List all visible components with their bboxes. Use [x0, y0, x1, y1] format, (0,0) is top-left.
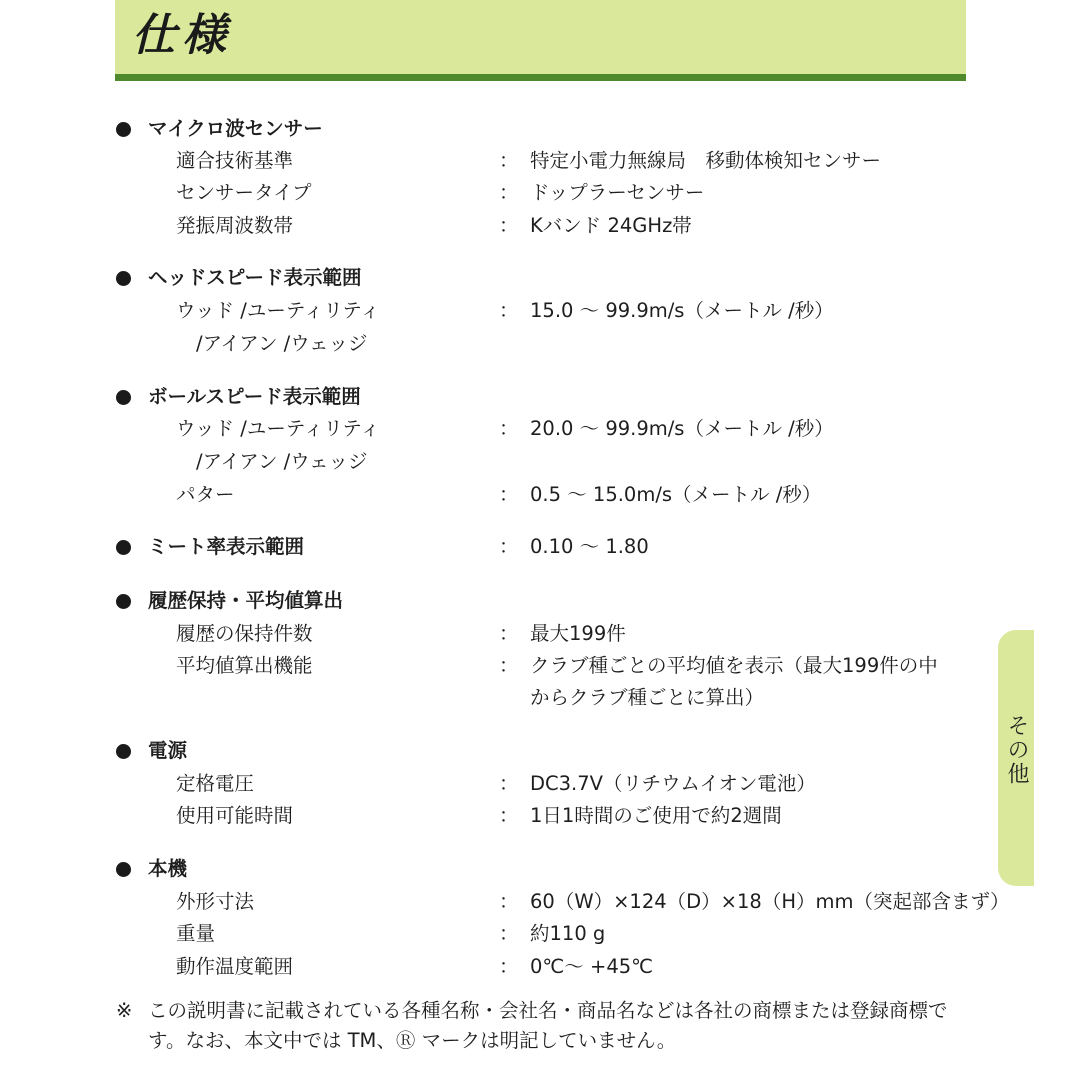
spec-row: [0, 176, 1000, 210]
side-tab[interactable]: [998, 630, 1034, 886]
colon: ：: [499, 417, 519, 440]
section-meet-rate: [0, 530, 1000, 564]
section-title: 本機: [148, 857, 188, 880]
spec-row-continuation: [0, 681, 1000, 715]
colon: ：: [499, 535, 519, 558]
spec-row-continuation: [0, 327, 1000, 361]
section-unit: [0, 852, 1000, 886]
colon: ：: [499, 654, 519, 677]
section-title: 履歴保持・平均値算出: [148, 589, 344, 612]
bullet-icon: [116, 271, 131, 286]
colon: ：: [499, 922, 519, 945]
spec-label: ウッド /ユーティリティ: [176, 299, 380, 322]
spec-value: 20.0 ～ 99.9m/s（メートル /秒）: [530, 417, 834, 440]
colon: ：: [499, 483, 519, 506]
spec-value: 60（W）×124（D）×18（H）mm（突起部含まず）: [530, 890, 1010, 913]
spec-label: 外形寸法: [176, 890, 255, 913]
spec-row: [0, 917, 1000, 951]
spec-value-continuation: からクラブ種ごとに算出）: [530, 686, 765, 709]
spec-row: [0, 412, 1000, 446]
bullet-icon: [116, 744, 131, 759]
spec-label: 定格電圧: [176, 772, 255, 795]
spec-row: [0, 294, 1000, 328]
spec-label-continuation: /アイアン /ウェッジ: [196, 450, 368, 473]
page-title: 仕様: [132, 10, 232, 61]
spec-value: 0℃～ +45℃: [530, 955, 654, 978]
spec-row: [0, 209, 1000, 243]
bullet-icon: [116, 540, 131, 555]
spec-value: ドップラーセンサー: [530, 181, 705, 204]
section-title: ミート率表示範囲: [148, 535, 305, 558]
spec-value: 0.10 ～ 1.80: [530, 535, 649, 558]
section-head-speed: [0, 261, 1000, 295]
spec-row: [0, 617, 1000, 651]
section-title: ボールスピード表示範囲: [148, 385, 361, 408]
colon: ：: [499, 955, 519, 978]
spec-value: Kバンド 24GHz帯: [530, 214, 692, 237]
spec-label: 履歴の保持件数: [176, 622, 313, 645]
spec-row: [0, 478, 1000, 512]
spec-label: 動作温度範囲: [176, 955, 294, 978]
spec-label: センサータイプ: [176, 181, 312, 204]
section-ball-speed: [0, 380, 1000, 414]
spec-row: [0, 950, 1000, 984]
bullet-icon: [116, 122, 131, 137]
colon: ：: [499, 149, 519, 172]
spec-row: [0, 649, 1000, 683]
spec-row: [0, 799, 1000, 833]
spec-value: 特定小電力無線局 移動体検知センサー: [530, 149, 882, 172]
bullet-icon: [116, 594, 131, 609]
spec-value: クラブ種ごとの平均値を表示（最大199件の中: [530, 654, 938, 677]
section-power: [0, 734, 1000, 768]
colon: ：: [499, 622, 519, 645]
spec-value: DC3.7V（リチウムイオン電池）: [530, 772, 816, 795]
bullet-icon: [116, 862, 131, 877]
side-tab-label: その他: [1004, 714, 1029, 786]
header-rule: [115, 74, 966, 81]
spec-label: 重量: [176, 922, 216, 945]
footnote-mark: ※: [116, 999, 133, 1022]
spec-row: [0, 885, 1010, 919]
section-microwave-sensor: [0, 112, 1000, 146]
colon: ：: [499, 214, 519, 237]
colon: ：: [499, 890, 519, 913]
section-title: ヘッドスピード表示範囲: [148, 266, 362, 289]
spec-value: 0.5 ～ 15.0m/s（メートル /秒）: [530, 483, 822, 506]
spec-label: 平均値算出機能: [176, 654, 313, 677]
colon: ：: [499, 181, 519, 204]
section-title: 電源: [148, 739, 188, 762]
spec-row: [0, 144, 1000, 178]
spec-row: [0, 767, 1000, 801]
spec-label: 使用可能時間: [176, 804, 294, 827]
spec-label: パター: [176, 483, 235, 506]
section-title: マイクロ波センサー: [148, 117, 323, 140]
spec-label-continuation: /アイアン /ウェッジ: [196, 332, 368, 355]
spec-label: ウッド /ユーティリティ: [176, 417, 380, 440]
spec-label: 適合技術基準: [176, 149, 294, 172]
colon: ：: [499, 772, 519, 795]
spec-value: 15.0 ～ 99.9m/s（メートル /秒）: [530, 299, 834, 322]
spec-value: 1日1時間のご使用で約2週間: [530, 804, 782, 827]
spec-row-continuation: [0, 445, 1000, 479]
spec-value: 最大199件: [530, 622, 626, 645]
bullet-icon: [116, 390, 131, 405]
section-history: [0, 584, 1000, 618]
colon: ：: [499, 299, 519, 322]
footnote-text: この説明書に記載されている各種名称・会社名・商品名などは各社の商標または登録商標です。なお、本文中では TM、Ⓡ マークは明記していません。: [148, 999, 948, 1052]
spec-label: 発振周波数帯: [176, 214, 294, 237]
header-band: [115, 0, 966, 74]
spec-value: 約110 g: [530, 922, 606, 945]
colon: ：: [499, 804, 519, 827]
